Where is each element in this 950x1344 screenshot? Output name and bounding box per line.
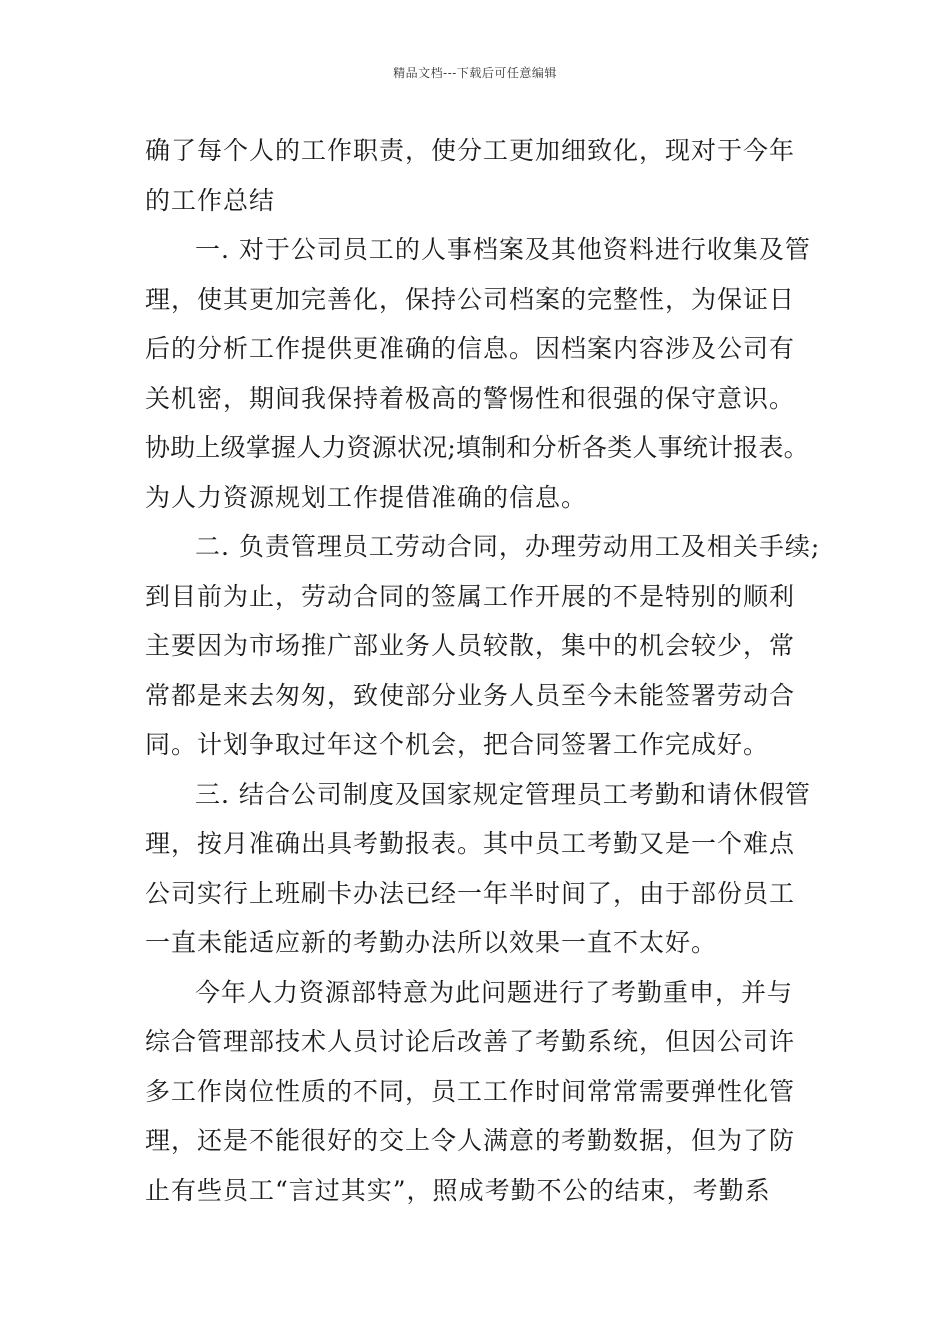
text-line: 理，使其更加完善化，保持公司档案的完整性，为保证日 — [145, 284, 796, 314]
text-line: 同。计划争取过年这个机会，把合同签署工作完成好。 — [145, 730, 770, 759]
text-line: 多工作岗位性质的不同，员工工作时间常常需要弹性化管 — [145, 1076, 796, 1106]
paragraph-heading-3: 三. 结合公司制度及国家规定管理员工考勤和请休假管 — [195, 779, 811, 809]
text-line: 主要因为市场推广部业务人员较散，集中的机会较少，常 — [145, 631, 796, 660]
text-line: 止有些员工“言过其实”，照成考勤不公的结束，考勤系 — [145, 1175, 771, 1205]
document-body — [145, 126, 825, 1215]
text-line: 常都是来去匆匆，致使部分业务人员至今未能签署劳动合 — [145, 680, 796, 710]
paragraph-heading-2: 二. 负责管理员工劳动合同，办理劳动用工及相关手续; — [195, 532, 821, 561]
text-line: 协助上级掌握人力资源状况;填制和分析各类人事统计报表。 — [145, 433, 809, 462]
text-line: 为人力资源规划工作提借准确的信息。 — [145, 482, 588, 512]
text-line: 关机密，期间我保持着极高的警惕性和很强的保守意识。 — [145, 383, 796, 413]
text-line: 到目前为止，劳动合同的签属工作开展的不是特别的顺利 — [145, 581, 796, 611]
text-line: 理，按月准确出具考勤报表。其中员工考勤又是一个难点 — [145, 829, 796, 858]
text-line: 一直未能适应新的考勤办法所以效果一直不太好。 — [145, 928, 718, 957]
text-line: 的工作总结 — [145, 185, 276, 215]
paragraph-heading-1: 一. 对于公司员工的人事档案及其他资料进行收集及管 — [195, 235, 811, 264]
text-line: 确了每个人的工作职责，使分工更加细致化，现对于今年 — [145, 136, 796, 165]
text-line: 理，还是不能很好的交上令人满意的考勤数据，但为了防 — [145, 1126, 796, 1155]
text-line: 后的分析工作提供更准确的信息。因档案内容涉及公司有 — [145, 334, 796, 363]
text-line: 综合管理部技术人员讨论后改善了考勤系统，但因公司许 — [145, 1027, 796, 1056]
text-line: 公司实行上班刷卡办法已经一年半时间了，由于部份员工 — [145, 878, 796, 908]
page-header: 精品文档---下载后可任意编辑 — [393, 66, 557, 80]
paragraph-start: 今年人力资源部特意为此问题进行了考勤重申，并与 — [195, 977, 794, 1007]
